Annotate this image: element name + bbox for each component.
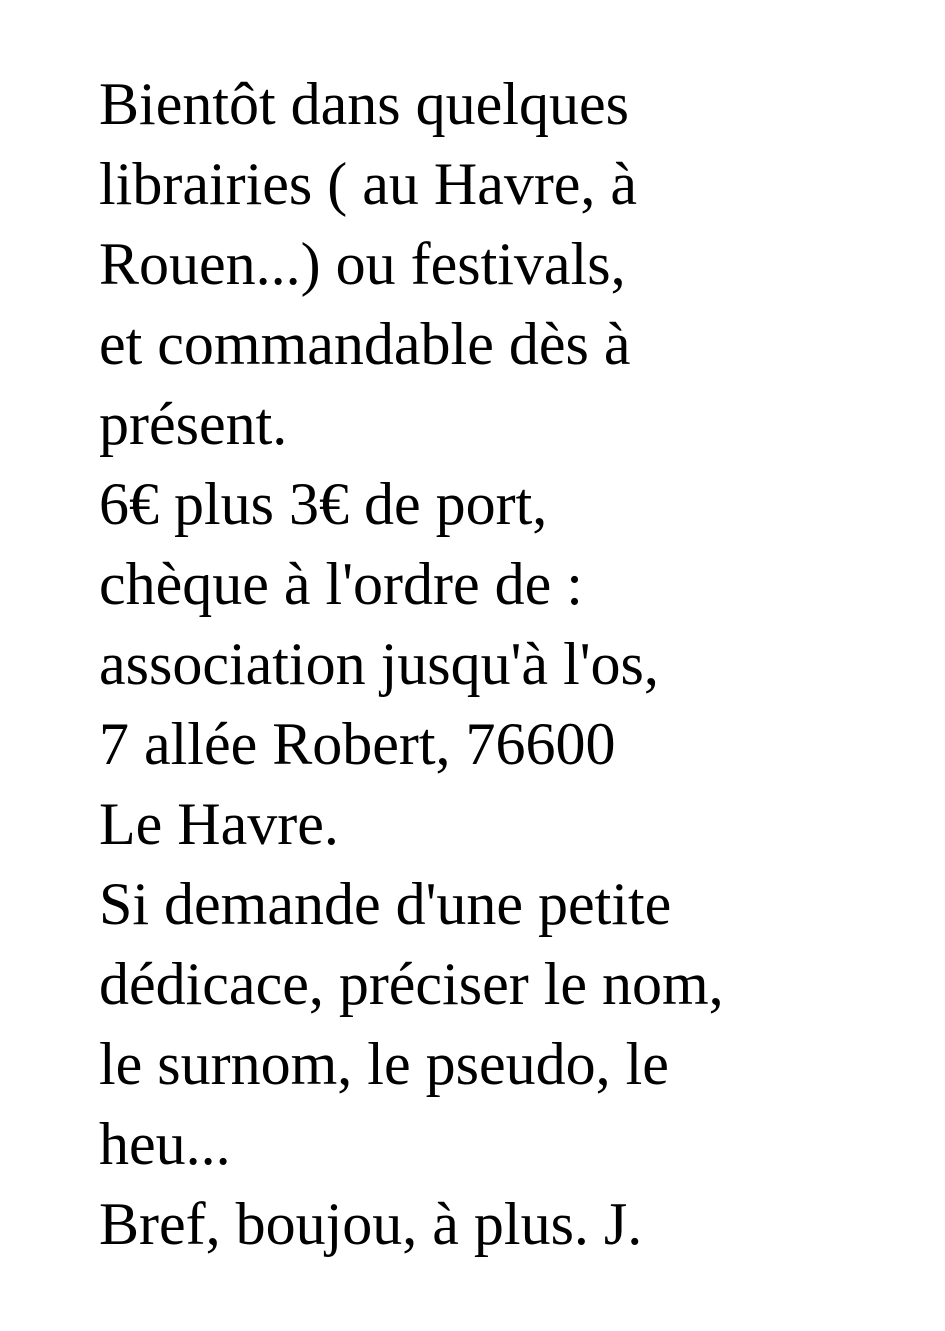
text-line: et commandable dès à: [99, 311, 631, 377]
text-line: 6€ plus 3€ de port,: [99, 471, 548, 537]
text-line: Bref, boujou, à plus. J.: [99, 1191, 643, 1257]
text-line: Rouen...) ou festivals,: [99, 231, 626, 297]
text-line: Si demande d'une petite: [99, 871, 672, 937]
text-line: le surnom, le pseudo, le: [99, 1031, 669, 1097]
text-line: dédicace, préciser le nom,: [99, 951, 724, 1017]
text-line: association jusqu'à l'os,: [99, 631, 659, 697]
text-line: chèque à l'ordre de :: [99, 551, 583, 617]
text-line: Le Havre.: [99, 791, 339, 857]
text-line: 7 allée Robert, 76600: [99, 711, 616, 777]
text-line: Bientôt dans quelques: [99, 71, 629, 137]
text-line: présent.: [99, 391, 288, 457]
text-line: heu...: [99, 1111, 231, 1177]
document-text: [99, 64, 919, 1264]
text-line: librairies ( au Havre, à: [99, 151, 638, 217]
